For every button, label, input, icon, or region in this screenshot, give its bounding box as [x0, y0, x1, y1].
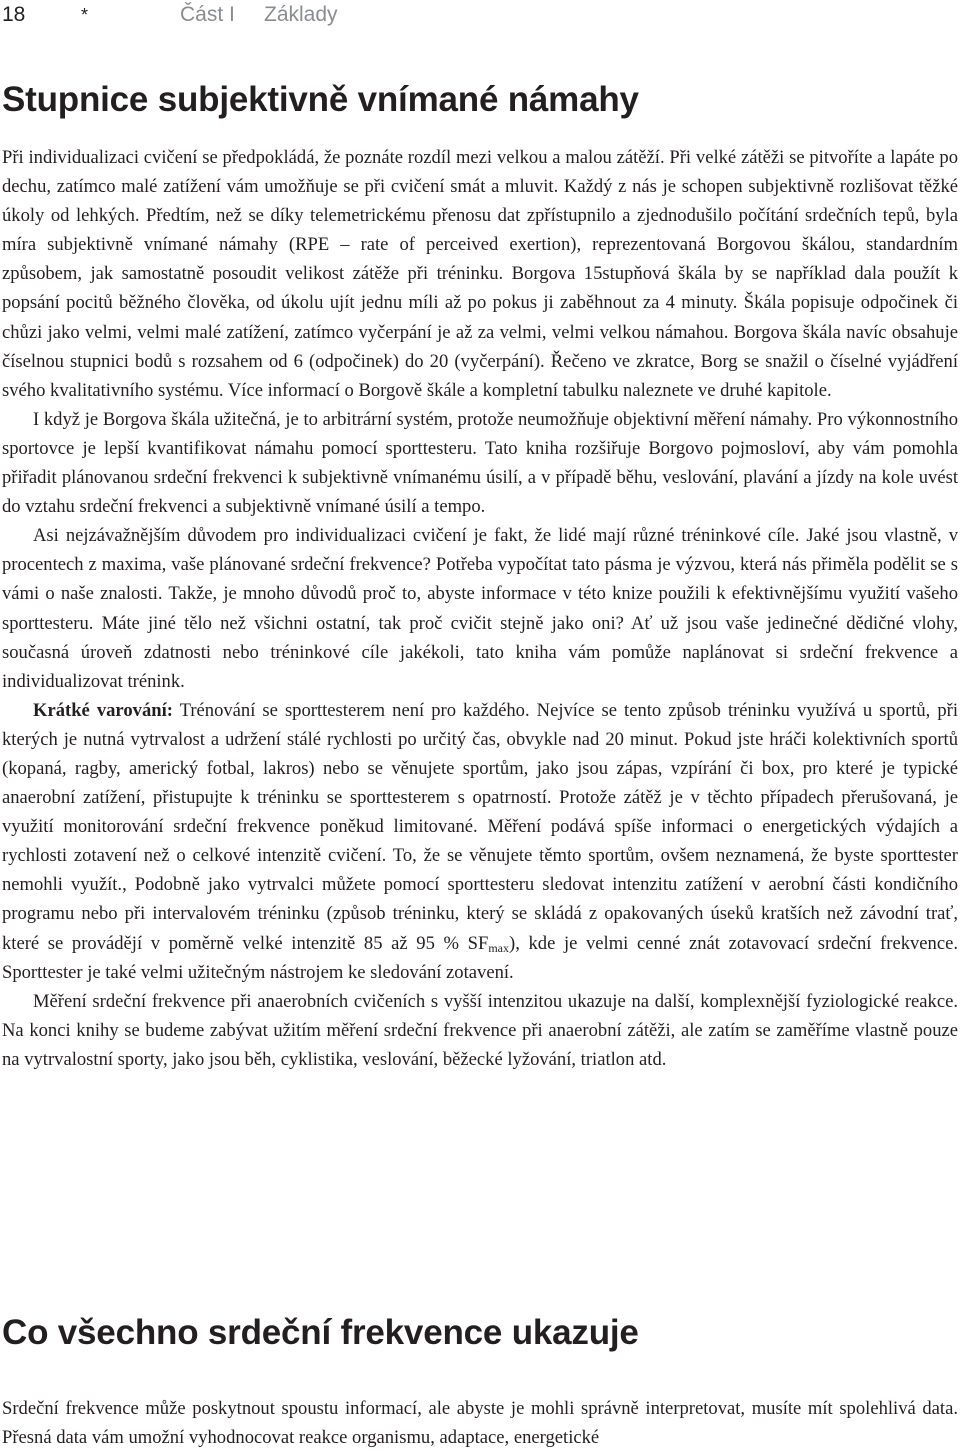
- paragraph-anaerobic: Měření srdeční frekvence při anaerobních cvičeních s vyšší intenzitou ukazuje na další, komplexnější fyziologické reakce. Na konci knihy se budeme zabývat užitím měření srdeční frekvence při anaerobní zátěži, ale zatím se zaměříme vlastně pouze na vytrvalostní sporty, jako jsou běh, cyklistika, veslování, běžecké lyžování, triatlon atd.: [2, 990, 958, 1070]
- paragraph-individualization: Asi nejzávažnějším důvodem pro individualizaci cvičení je fakt, že lidé mají různé tréninkové cíle. Jaké jsou vlastně, v procentech z maxima, vaše plánované srdeční frekvence? Potřeba vypočítat tato pásma je výzvou, která nás přiměla podělit se s vámi o naše znalosti. Takže, je mnoho důvodů proč to, abyste informace v této knize použili k efektivnějšímu využití vašeho sporttesteru. Máte jiné tělo než všichni ostatní, tak proč cvičit stejně jako oni? Ať už jsou vaše jedinečné dědičné vlohy, současná úroveň zdatnosti nebo tréninkové cíle jakékoli, tato kniha vám pomůže naplánovat si srdeční frekvence a individualizovat trénink.: [2, 525, 958, 692]
- paragraph-borg-scale: Při individualizaci cvičení se předpokládá, že poznáte rozdíl mezi velkou a malou zátěží. Při velké zátěži se pitvoříte a lapáte po dechu, zatímco malé zatížení vám umožňuje se při cvičení smát a mluvit. Každý z nás je schopen subjektivně rozlišovat těžké úkoly od lehkých. Předtím, než se díky telemetrickému přenosu dat zpřístupnilo a zjednodušilo počítání srdečních tepů, byla míra subjektivně vnímané námahy (RPE – rate of perceived exertion), reprezentovaná Borgovou škálou, standardním způsobem, jak samostatně posoudit velikost zátěže při tréninku. Borgova 15stupňová škála by se například dala použít k popsání pocitů běžného člověka, od úkolu ujít jednu míli až po pokus ji zaběhnout za 4 minuty. Škála popisuje odpočinek či chůzi jako velmi, velmi malé zatížení, zatímco vyčerpání je až za velmi, velmi velkou námahou. Borgova škála navíc obsahuje číselnou stupnici bodů s rozsahem od 6 (odpočinek) do 20 (vyčerpání). Řečeno ve zkratce, Borg se snažil o číselné vyjádření svého kvalitativního systému. Více informací o Borgově škále a kompletní tabulku naleznete ve druhé kapitole.: [2, 147, 958, 401]
- paragraph-heart-rate-intro: Srdeční frekvence může poskytnout spoustu informací, ale abyste je mohli správně interpretovat, musíte mít spolehlivá data. Přesná data vám umožní vyhodnocovat reakce organismu, adaptace, energetické: [2, 1398, 958, 1449]
- section-body-rpe: [2, 143, 958, 1074]
- warning-text-end: ), kde je velmi cenné znát zotavovací srdeční frekvence. Sporttester je také velmi užitečným nástrojem ke sledování zotavení.: [2, 932, 958, 983]
- max-subscript: max: [488, 940, 509, 955]
- paragraph-warning: [2, 696, 958, 987]
- part-label: Část I: [180, 3, 235, 26]
- warning-text: Trénování se sporttesterem není pro každého. Nejvíce se tento způsob tréninku využívá u sportů, při kterých je nutná vytrvalost a udržení stálé rychlosti po určitý čas, obvykle nad 20 minut. Pokud jste hráči kolektivních sportů (kopaná, ragby, americký fotbal, lakros) nebo se věnujete sportům, jako jsou zápas, vzpírání či box, pro které je typické anaerobní zatížení, přistupujte k tréninku se sporttesterem s opatrností. Protože zátěž je v těchto případech přerušovaná, je využití monitorování srdeční frekvence poněkud limitované. Měření podává spíše informaci o energetických výdajích a rychlosti zotavení než o celkové intenzitě cvičení. To, že se věnujete těmto sportům, ovšem neznamená, že byste sporttester nemohli využít., Podobně jako vytrvalci můžete pomocí sporttesteru sledovat intenzitu zatížení v aerobní části kondičního programu nebo při intervalovém tréninku (způsob tréninku, který se skládá z opakovaných úseků kratších než závodní trať, které se provádějí v poměrně velké intenzitě 85 až 95 % SF: [2, 699, 958, 954]
- paragraph-objective-measurement: I když je Borgova škála užitečná, je to arbitrární systém, protože neumožňuje objektivní měření námahy. Pro výkonnostního sportovce je lepší kvantifikovat námahu pomocí sporttesteru. Tato kniha rozšiřuje Borgovo pojmosloví, aby vám pomohla přiřadit plánovanou srdeční frekvenci k subjektivně vnímanému úsilí, a v případě běhu, veslování, plavání a jízdy na kole uvést do vztahu srdeční frekvenci a subjektivně vnímané úsilí a tempo.: [2, 408, 958, 518]
- section-heading-rpe: Stupnice subjektivně vnímané námahy: [2, 80, 639, 119]
- section-heading-heart-rate: Co všechno srdeční frekvence ukazuje: [2, 1313, 639, 1352]
- part-title: Základy: [264, 3, 338, 26]
- section-body-heart-rate: [2, 1394, 958, 1452]
- page-number: 18: [2, 3, 26, 26]
- star-ornament-icon: *: [81, 5, 89, 25]
- warning-lead-in: Krátké varování:: [33, 699, 173, 721]
